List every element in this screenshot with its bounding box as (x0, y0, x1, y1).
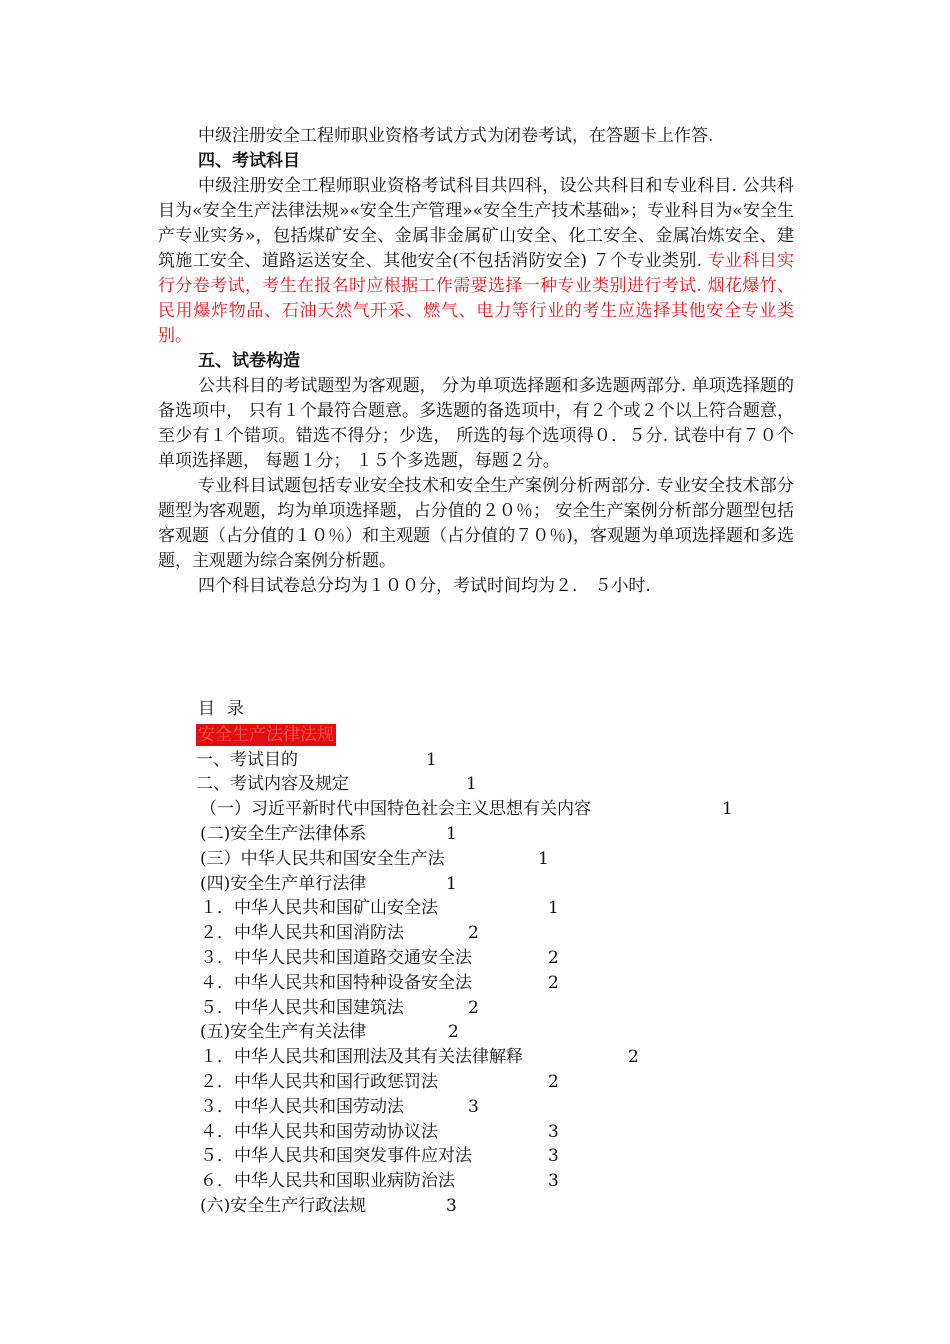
toc-entry-page: 3 (468, 1096, 479, 1117)
toc-entry[interactable] (196, 772, 796, 797)
toc-entry[interactable] (196, 1095, 796, 1120)
toc-entry-label: ３．中华人民共和国道路交通安全法 (200, 947, 472, 968)
toc-entry[interactable] (196, 1144, 796, 1169)
toc-section-label: 安全生产法律法规 (198, 724, 334, 745)
toc-entry[interactable] (196, 822, 796, 847)
toc-entry[interactable] (196, 1169, 796, 1194)
paragraph-exam-method: 中级注册安全工程师职业资格考试方式为闭卷考试，在答题卡上作答. (198, 126, 714, 146)
toc-entry-page: 1 (538, 848, 549, 869)
toc-entry-label: (五)安全生产有关法律 (200, 1022, 367, 1043)
toc-entry[interactable] (196, 1194, 796, 1219)
paragraph-professional-subject: 专业科目试题包括专业安全技术和安全生产案例分析两部分. 专业安全技术部分题型为客观题，均为单项选择题，占分值的２０％； 安全生产案例分析部分题型包括客观题（占分值的１０％）和主观题（占分值的７０％)，客观题为单项选择题和多选题，主观题为综合案例分析题。 (158, 476, 794, 571)
toc-entry[interactable] (196, 921, 796, 946)
toc-entry-label: 二、考试内容及规定 (196, 774, 349, 795)
toc-entry-label: (三）中华人民共和国安全生产法 (200, 848, 445, 869)
toc-entry-page: 3 (548, 1146, 559, 1167)
subjects-text: 中级注册安全工程师职业资格考试科目共四科，设公共科目和专业科目. 公共科目为«安全生产法律法规»«安全生产管理»«安全生产技术基础»；专业科目为«安全生产专业实务»，包括煤矿安全、金属非金属矿山安全、化工安全、金属冶炼安全、建筑施工安全、道路运送安全、其他安全(不包括消防安全) ７个专业类别. (158, 176, 794, 271)
toc-entry[interactable] (196, 1045, 796, 1070)
toc-entry[interactable] (196, 996, 796, 1021)
toc-entry-label: ５．中华人民共和国突发事件应对法 (200, 1146, 472, 1167)
toc-entry-label: ４．中华人民共和国特种设备安全法 (200, 972, 472, 993)
toc-entry-page: 1 (548, 898, 559, 919)
toc-entry-page: 1 (426, 749, 437, 770)
toc-entry-page: 2 (548, 1071, 559, 1092)
toc-entry[interactable] (196, 1070, 796, 1095)
toc-title: 目录 (198, 699, 256, 719)
toc-entry-page: 2 (468, 997, 479, 1018)
toc-entry-label: ６．中华人民共和国职业病防治法 (200, 1171, 455, 1192)
toc-entry-label: １．中华人民共和国刑法及其有关法律解释 (200, 1047, 523, 1068)
toc-entry[interactable] (196, 748, 796, 773)
toc-entry-page: 2 (548, 972, 559, 993)
toc-entry-label: ２．中华人民共和国行政惩罚法 (200, 1071, 438, 1092)
paragraph-exam-subjects (158, 174, 794, 349)
subjects-highlight-text: 专业科目实行分卷考试，考生在报名时应根据工作需要选择一种专业类别进行考试. 烟花爆竹、民用爆炸物品、石油天然气开采、燃气、电力等行业的考生应选择其他安全专业类别。 (158, 251, 794, 346)
toc-entry[interactable] (196, 971, 796, 996)
toc-entry[interactable] (196, 946, 796, 971)
toc-entry-page: 2 (628, 1047, 639, 1068)
toc-entry-label: （一）习近平新时代中国特色社会主义思想有关内容 (200, 799, 591, 820)
toc-entry-page: 1 (722, 799, 733, 820)
toc-entry-page: 3 (446, 1195, 457, 1216)
toc-entry[interactable] (196, 797, 796, 822)
toc-list (196, 748, 796, 1219)
heading-exam-subjects: 四、考试科目 (198, 151, 300, 171)
paragraph-total-score: 四个科目试卷总分均为１００分，考试时间均为２． ５小时. (198, 576, 651, 596)
toc-entry[interactable] (196, 1120, 796, 1145)
toc-entry-page: 1 (446, 823, 457, 844)
toc-entry-label: (二)安全生产法律体系 (200, 823, 367, 844)
toc-entry-label: ４．中华人民共和国劳动协议法 (200, 1121, 438, 1142)
toc-entry-page: 2 (468, 923, 479, 944)
heading-paper-structure: 五、试卷构造 (198, 351, 300, 371)
body-text (158, 124, 794, 599)
toc-entry-page: 2 (448, 1022, 459, 1043)
paragraph-public-subject: 公共科目的考试题型为客观题， 分为单项选择题和多选题两部分. 单项选择题的备选项中， 只有１个最符合题意。多选题的备选项中，有２个或２个以上符合题意， 至少有１个错项。错选不得分；少选， 所选的每个选项得０．５分. 试卷中有７０个单项选择题， 每题１分； １５个多选题，每题２分。 (158, 376, 794, 471)
table-of-contents (196, 697, 796, 1219)
toc-entry-page: 3 (548, 1171, 559, 1192)
toc-entry-label: ２．中华人民共和国消防法 (200, 923, 404, 944)
toc-entry-page: 3 (548, 1121, 559, 1142)
toc-entry-label: ３．中华人民共和国劳动法 (200, 1096, 404, 1117)
toc-entry-label: (四)安全生产单行法律 (200, 873, 367, 894)
toc-entry[interactable] (196, 872, 796, 897)
toc-entry-page: 1 (446, 873, 457, 894)
toc-entry-label: ５．中华人民共和国建筑法 (200, 997, 404, 1018)
toc-entry[interactable] (196, 1020, 796, 1045)
toc-entry[interactable] (196, 847, 796, 872)
toc-entry-page: 1 (466, 774, 477, 795)
toc-entry-label: １．中华人民共和国矿山安全法 (200, 898, 438, 919)
toc-entry-label: (六)安全生产行政法规 (200, 1195, 367, 1216)
toc-entry-page: 2 (548, 947, 559, 968)
toc-entry[interactable] (196, 896, 796, 921)
toc-entry-label: 一、考试目的 (196, 749, 298, 770)
